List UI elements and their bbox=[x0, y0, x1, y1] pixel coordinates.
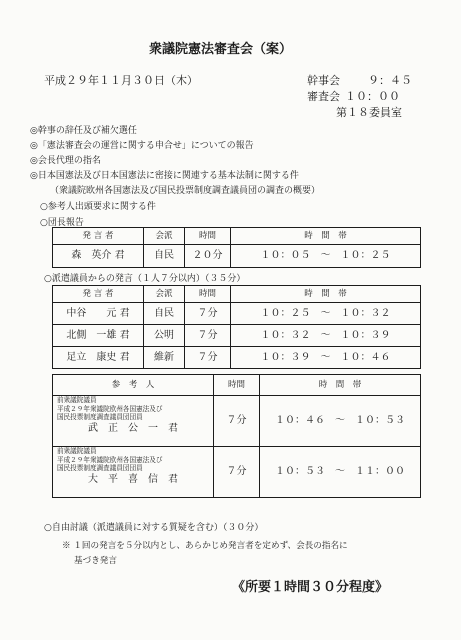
table-reference-persons bbox=[52, 374, 421, 498]
agenda-item-1: ◎幹事の辞任及び補欠選任 bbox=[30, 126, 137, 136]
party-cell: 自民 bbox=[144, 245, 185, 268]
agenda-item-5: ○参考人出頭要求に関する件 bbox=[40, 202, 156, 212]
speaker-cell: 北側 一雄 君 bbox=[53, 325, 144, 347]
section-free-discussion: ○自由討議（派遣議員に対する質疑を含む）（３０分） bbox=[44, 523, 264, 533]
reference-name: 大 平 喜 信 君 bbox=[88, 473, 178, 485]
agenda-item-3: ◎会長代理の指名 bbox=[30, 156, 101, 166]
time-cell: ７分 bbox=[214, 447, 260, 498]
shinsakai-time: １０：００ bbox=[345, 90, 400, 103]
header-time: 時間 bbox=[185, 228, 231, 245]
reference-title: 前衆議院議員 bbox=[57, 447, 97, 455]
header-speaker: 発 言 者 bbox=[53, 228, 144, 245]
reference-title: 国民投票制度調査議員団団員 bbox=[57, 413, 143, 421]
slot-cell: １０：２５ ～ １０：３２ bbox=[231, 303, 421, 325]
header-time: 時間 bbox=[214, 375, 260, 396]
reference-title: 前衆議院議員 bbox=[57, 396, 97, 404]
slot-cell: １０：５３ ～ １１：００ bbox=[260, 447, 421, 498]
reference-title: 平成２９年衆議院欧州各国憲法及び bbox=[57, 455, 163, 464]
table-row bbox=[53, 447, 421, 498]
party-cell: 自民 bbox=[144, 303, 185, 325]
table-header-row bbox=[53, 286, 421, 303]
header-time: 時間 bbox=[185, 286, 231, 303]
agenda-item-2: ◎「憲法審査会の運営に関する申合せ」についての報告 bbox=[30, 141, 254, 151]
speaker-cell: 森 英介 君 bbox=[53, 245, 144, 268]
section-dispatched-members: ○派遣議員からの発言（１人７分以内）（３５分） bbox=[44, 274, 246, 284]
reference-person-cell bbox=[53, 447, 214, 498]
table-header-row bbox=[53, 228, 421, 245]
page-title: 衆議院憲法審査会（案） bbox=[149, 42, 293, 57]
speaker-cell: 足立 康史 君 bbox=[53, 347, 144, 369]
time-cell: ２０分 bbox=[185, 245, 231, 268]
meeting-date: 平成２９年１１月３０日（木） bbox=[44, 74, 198, 87]
table-dispatched-members bbox=[52, 285, 421, 369]
party-cell: 維新 bbox=[144, 347, 185, 369]
header-slot: 時 間 帯 bbox=[231, 286, 421, 303]
slot-cell: １０：３２ ～ １０：３９ bbox=[231, 325, 421, 347]
note-line-1: ※ １回の発言を５分以内とし、あらかじめ発言者を定めず、会長の指名に bbox=[62, 541, 348, 551]
header-slot: 時 間 帯 bbox=[260, 375, 421, 396]
header-reference-person: 参 考 人 bbox=[53, 375, 214, 396]
header-party: 会派 bbox=[144, 228, 185, 245]
table-row bbox=[53, 325, 421, 347]
slot-cell: １０：４６ ～ １０：５３ bbox=[260, 396, 421, 447]
header-party: 会派 bbox=[144, 286, 185, 303]
time-cell: ７分 bbox=[185, 325, 231, 347]
kanjikai-label: 幹事会 bbox=[307, 74, 340, 87]
reference-title: 平成２９年衆議院欧州各国憲法及び bbox=[57, 404, 163, 413]
time-cell: ７分 bbox=[185, 347, 231, 369]
header-slot: 時 間 帯 bbox=[231, 228, 421, 245]
kanjikai-time: ９：４５ bbox=[368, 74, 412, 87]
table-row bbox=[53, 245, 421, 268]
reference-name: 武 正 公 一 君 bbox=[88, 422, 178, 434]
slot-cell: １０：０５ ～ １０：２５ bbox=[231, 245, 421, 268]
speaker-cell: 中谷 元 君 bbox=[53, 303, 144, 325]
time-cell: ７分 bbox=[214, 396, 260, 447]
shinsakai-label: 審査会 bbox=[307, 90, 340, 103]
table-row bbox=[53, 396, 421, 447]
table-header-row bbox=[53, 375, 421, 396]
table-row bbox=[53, 303, 421, 325]
table-chair-report bbox=[52, 227, 421, 268]
reference-person-cell bbox=[53, 396, 214, 447]
reference-title: 国民投票制度調査議員団団員 bbox=[57, 464, 143, 472]
agenda-item-4: ◎日本国憲法及び日本国憲法に密接に関連する基本法制に関する件 bbox=[30, 171, 299, 181]
total-duration: 《所要１時間３０分程度》 bbox=[232, 580, 389, 595]
agenda-item-4-sub: （衆議院欧州各国憲法及び国民投票制度調査議員団の調査の概要） bbox=[50, 186, 321, 196]
agenda-item-6: ○団長報告 bbox=[40, 218, 84, 228]
slot-cell: １０：３９ ～ １０：４６ bbox=[231, 347, 421, 369]
party-cell: 公明 bbox=[144, 325, 185, 347]
table-row bbox=[53, 347, 421, 369]
header-speaker: 発 言 者 bbox=[53, 286, 144, 303]
time-cell: ７分 bbox=[185, 303, 231, 325]
note-line-2: 基づき発言 bbox=[74, 556, 117, 566]
meeting-room: 第１８委員室 bbox=[336, 106, 402, 119]
